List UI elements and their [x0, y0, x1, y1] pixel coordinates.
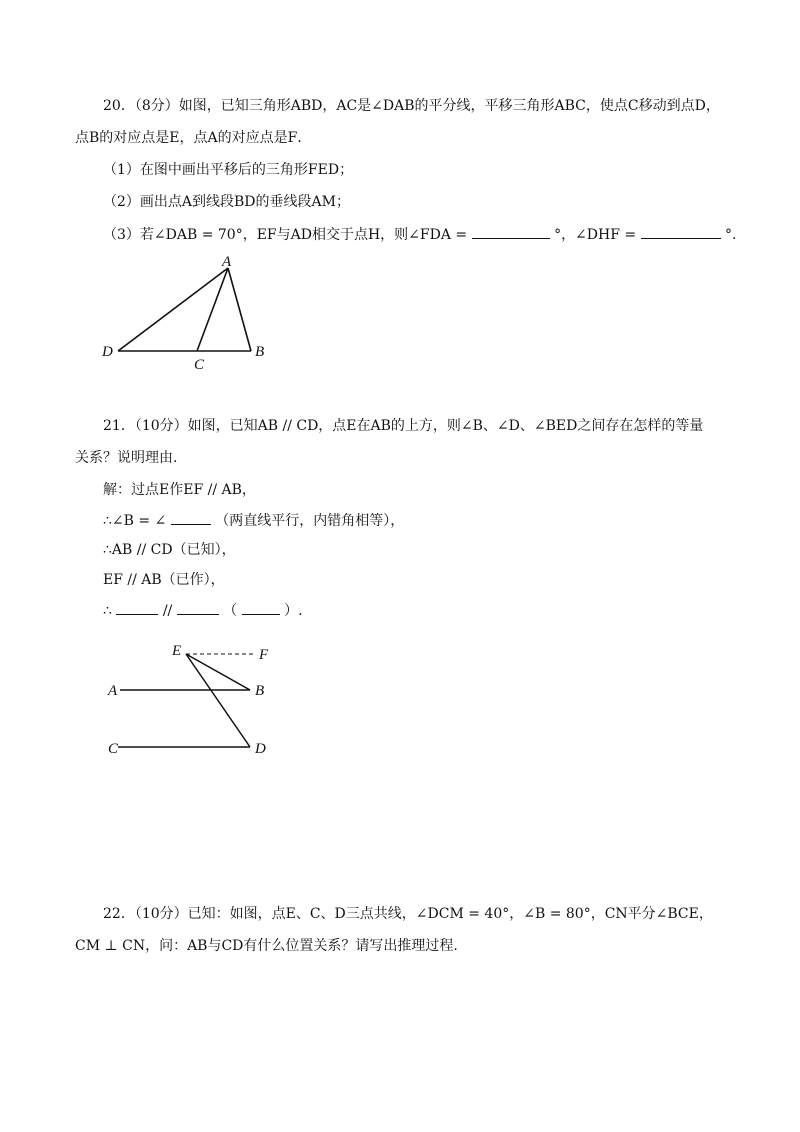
q20-item-3-text-a: （3）若∠DAB = 70°，EF与AD相交于点H，则∠FDA = — [103, 227, 468, 243]
q22-stem-line2: CM ⊥ CN，问：AB与CD有什么位置关系？请写出推理过程. — [75, 938, 458, 954]
label-F: F — [259, 647, 269, 663]
q21-solution-1: 解：过点E作EF // AB， — [103, 482, 256, 498]
label-C: C — [194, 357, 205, 373]
label-A: A — [108, 683, 118, 699]
q21-stem-line1: 21．（10分）如图，已知AB // CD，点E在AB的上方，则∠B、∠D、∠BED之间存在怎样的等量 — [103, 418, 704, 434]
q20-stem-line1: 20．（8分）如图，已知三角形ABD，AC是∠DAB的平分线，平移三角形ABC，使点C移动到点D， — [103, 98, 720, 114]
q21-solution-2-text-a: ∴∠B = ∠ — [103, 513, 167, 529]
q21-solution-5-text-c: （ — [223, 603, 238, 619]
q21-solution-2-text-b: （两直线平行，内错角相等）， — [215, 513, 405, 529]
q20-item-1: （1）在图中画出平移后的三角形FED； — [103, 162, 354, 178]
label-B: B — [255, 683, 265, 699]
segment-ED — [186, 654, 250, 747]
q21-solution-5-text-a: ∴ — [103, 603, 112, 619]
label-D: D — [255, 741, 266, 757]
label-D: D — [102, 344, 113, 360]
label-B: B — [255, 344, 265, 360]
q20-item-2: （2）画出点A到线段BD的垂线段AM； — [103, 194, 350, 210]
q21-solution-4: EF // AB（已作）， — [103, 572, 225, 588]
q20-item-3-text-b: °，∠DHF = — [554, 227, 637, 243]
q21-solution-5-text-d: ）. — [284, 603, 303, 619]
q21-solution-3: ∴AB // CD（已知）， — [103, 542, 236, 558]
q21-stem-line2: 关系？说明理由. — [75, 450, 178, 466]
segment-EB — [186, 654, 250, 690]
q21-solution-5-parallel: // — [162, 603, 173, 619]
label-A: A — [222, 254, 232, 270]
q22-stem-line1: 22．（10分）已知：如图，点E、C、D三点共线，∠DCM = 40°，∠B = 80°，CN平分∠BCE， — [103, 906, 713, 922]
q20-item-3-text-c: °. — [725, 227, 737, 243]
q20-stem-line2: 点B的对应点是E，点A的对应点是F． — [75, 130, 312, 146]
label-E: E — [172, 643, 182, 659]
label-C: C — [108, 741, 119, 757]
